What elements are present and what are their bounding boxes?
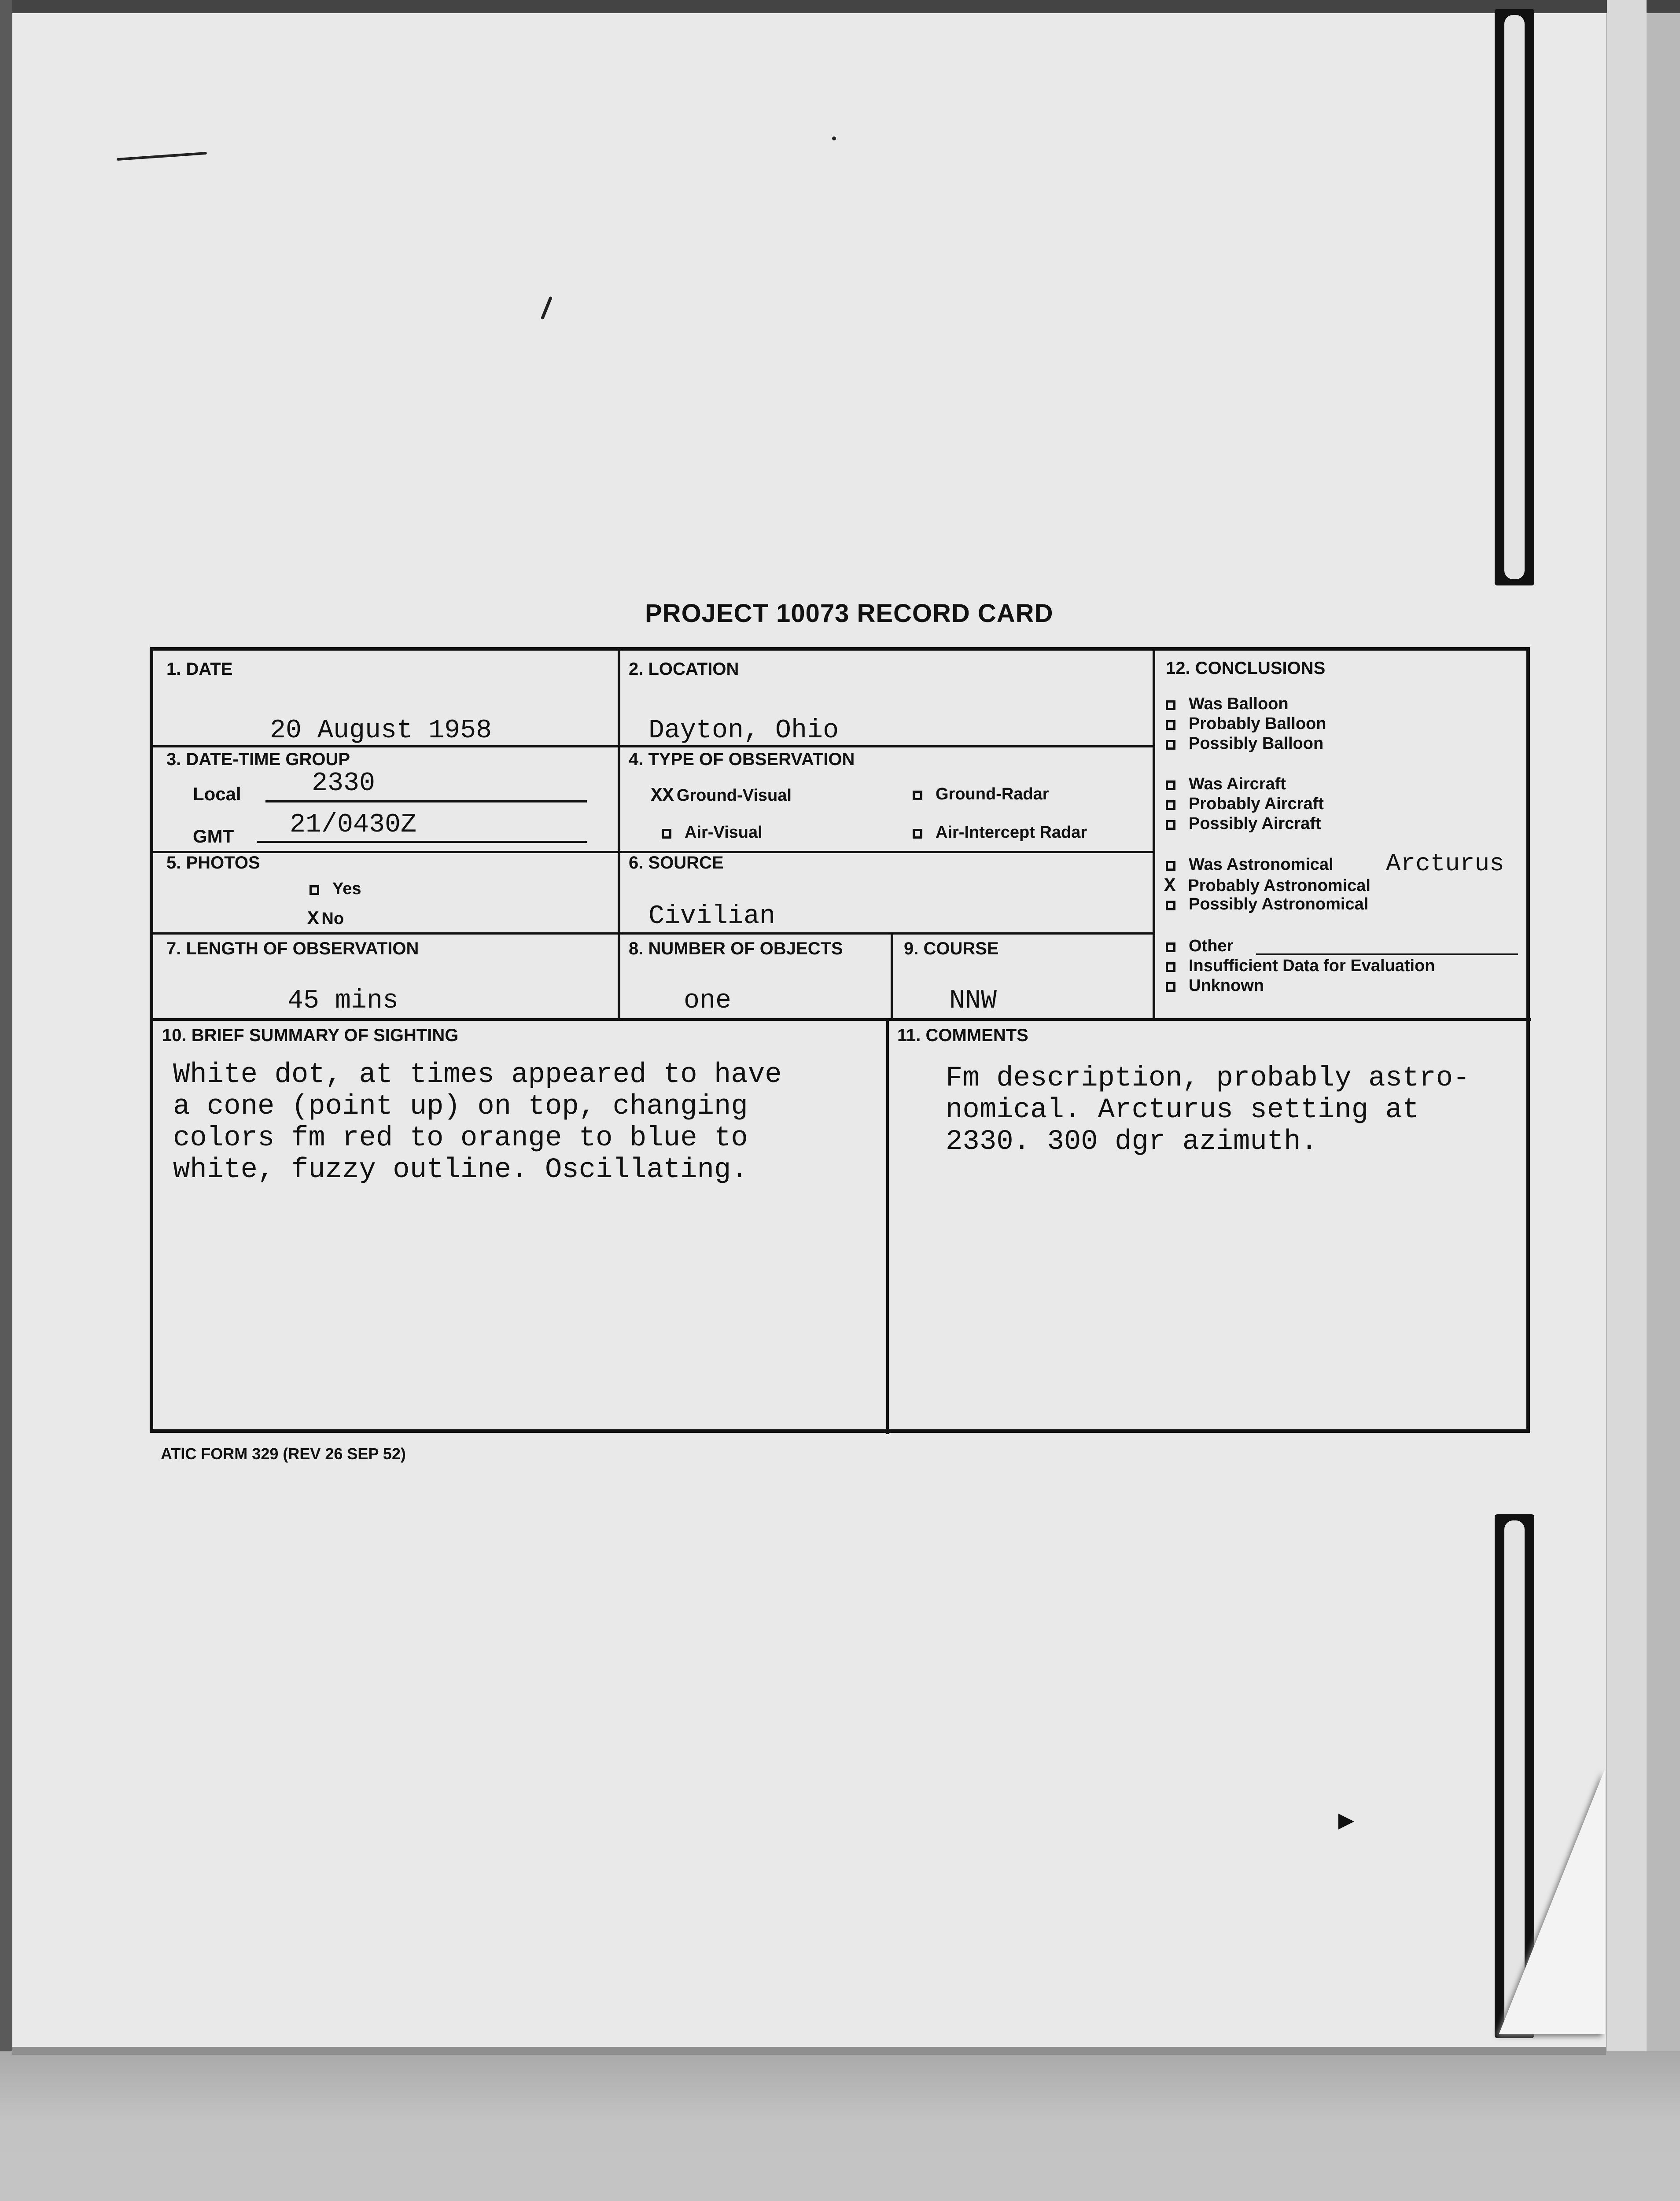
length-of-observation-value: 45 mins (287, 986, 399, 1016)
speck (832, 136, 836, 140)
checkbox (309, 885, 319, 895)
date-label: 1. DATE (166, 659, 233, 679)
obs-air-visual[interactable]: Air-Visual (662, 823, 763, 842)
location-label: 2. LOCATION (629, 659, 739, 679)
brief-summary-label: 10. BRIEF SUMMARY OF SIGHTING (162, 1026, 459, 1045)
conclusion-possibly-balloon[interactable]: Possibly Balloon (1166, 734, 1323, 753)
checkbox (1166, 901, 1175, 910)
conclusion-unknown[interactable]: Unknown (1166, 976, 1264, 995)
length-of-observation-label: 7. LENGTH OF OBSERVATION (166, 939, 419, 958)
form-id: ATIC FORM 329 (REV 26 SEP 52) (161, 1445, 406, 1463)
checkbox (1166, 720, 1175, 730)
conclusion-probably-aircraft[interactable]: Probably Aircraft (1166, 795, 1324, 813)
arrow-mark (1338, 1814, 1354, 1829)
divider-h-photos (153, 932, 619, 935)
card-title: PROJECT 10073 RECORD CARD (645, 599, 1054, 628)
checkbox (1166, 800, 1175, 810)
divider-v-conclusions (1153, 651, 1155, 1018)
binder-tab-top (1495, 9, 1534, 585)
date-value: 20 August 1958 (270, 716, 492, 746)
divider-v-comments (886, 1018, 889, 1434)
obs-ground-radar[interactable]: Ground-Radar (913, 785, 1049, 804)
checkbox (913, 829, 922, 839)
course-value: NNW (949, 986, 997, 1016)
checkbox (913, 791, 922, 800)
conclusion-was-aircraft[interactable]: Was Aircraft (1166, 775, 1286, 794)
check-mark: X (307, 908, 319, 930)
divider-v-location (618, 651, 620, 1018)
brief-summary-text: White dot, at times appeared to have a cone (point up) on top, changing colors fm red to orange to blue to white, fuzzy outline. Oscillating. (173, 1059, 782, 1186)
conclusions-label: 12. CONCLUSIONS (1166, 659, 1326, 678)
check-mark: X (1164, 875, 1176, 897)
source-value: Civilian (648, 902, 776, 931)
checkbox (1166, 700, 1175, 710)
divider-v-course (891, 932, 893, 1018)
gmt-label: GMT (193, 826, 234, 847)
checkbox (1166, 820, 1175, 830)
local-value: 2330 (312, 769, 376, 799)
scan-background (0, 2051, 1680, 2201)
check-mark: XX (651, 785, 674, 807)
photos-no[interactable]: X No (307, 908, 344, 930)
conclusion-possibly-aircraft[interactable]: Possibly Aircraft (1166, 814, 1321, 833)
gmt-value: 21/0430Z (290, 810, 417, 840)
scan-top-edge (0, 0, 1680, 13)
obs-ground-visual[interactable]: XX Ground-Visual (651, 785, 792, 807)
divider-h-source (618, 932, 1153, 935)
checkbox (1166, 740, 1175, 750)
photos-yes[interactable]: Yes (309, 880, 361, 898)
checkbox (1166, 982, 1175, 992)
type-of-observation-label: 4. TYPE OF OBSERVATION (629, 750, 855, 769)
checkbox (1166, 942, 1175, 952)
course-label: 9. COURSE (904, 939, 999, 958)
conclusion-was-balloon[interactable]: Was Balloon (1166, 695, 1289, 714)
arcturus-note: Arcturus (1386, 850, 1504, 878)
page-right-strip (1607, 0, 1647, 2051)
location-value: Dayton, Ohio (648, 716, 839, 746)
obs-air-intercept-radar[interactable]: Air-Intercept Radar (913, 823, 1087, 842)
conclusion-probably-balloon[interactable]: Probably Balloon (1166, 714, 1326, 733)
number-of-objects-label: 8. NUMBER OF OBJECTS (629, 939, 843, 958)
local-label: Local (193, 784, 241, 804)
number-of-objects-value: one (684, 986, 732, 1016)
checkbox (1166, 780, 1175, 790)
date-time-group-label: 3. DATE-TIME GROUP (166, 750, 350, 769)
other-underline (1256, 953, 1518, 955)
checkbox (1166, 861, 1175, 871)
comments-text: Fm description, probably astro- nomical. Arcturus setting at 2330. 300 dgr azimuth. (946, 1063, 1470, 1158)
conclusion-other[interactable]: Other (1166, 937, 1233, 956)
local-underline (265, 800, 587, 802)
scan-left-edge (0, 0, 12, 2051)
conclusion-probably-astronomical[interactable]: X Probably Astronomical (1164, 875, 1371, 897)
conclusion-possibly-astronomical[interactable]: Possibly Astronomical (1166, 895, 1368, 914)
comments-label: 11. COMMENTS (897, 1026, 1028, 1045)
divider-h-summary (153, 1018, 1531, 1021)
record-card (150, 647, 1530, 1433)
conclusion-insufficient-data[interactable]: Insufficient Data for Evaluation (1166, 957, 1435, 975)
page-curl (1499, 1770, 1605, 2034)
source-label: 6. SOURCE (629, 853, 724, 872)
gmt-underline (257, 841, 587, 843)
photos-label: 5. PHOTOS (166, 853, 260, 872)
conclusion-was-astronomical[interactable]: Was Astronomical (1166, 855, 1334, 874)
checkbox (1166, 962, 1175, 972)
checkbox (662, 829, 671, 839)
